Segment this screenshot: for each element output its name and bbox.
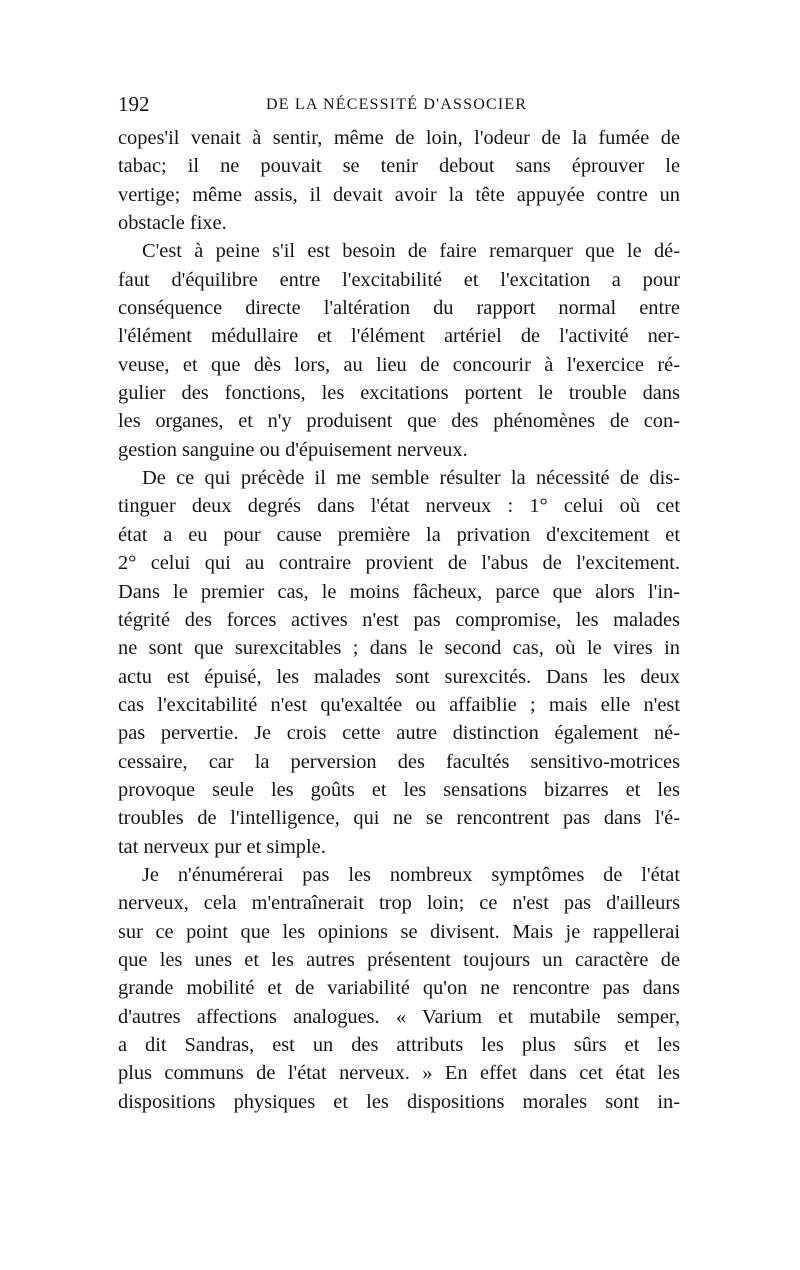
text-line: De ce qui précède il me semble résulter la nécessité de dis- [142, 467, 680, 490]
text-line: cessaire, car la perversion des facultés sensitivo-motrices [118, 750, 680, 773]
text-line: obstacle fixe. [118, 212, 227, 235]
running-title: DE LA NÉCESSITÉ D'ASSOCIER [266, 96, 528, 113]
body-text [118, 124, 680, 1116]
text-line: provoque seule les goûts et les sensations bizarres et les [118, 778, 680, 801]
text-line: tégrité des forces actives n'est pas compromise, les malades [118, 608, 680, 631]
text-line: Je n'énumérerai pas les nombreux symptômes de l'état [142, 863, 680, 886]
text-line: conséquence directe l'altération du rapport normal entre [118, 297, 680, 320]
text-line: C'est à peine s'il est besoin de faire remarquer que le dé- [142, 240, 680, 263]
text-line: tat nerveux pur et simple. [118, 835, 326, 858]
text-line: vertige; même assis, il devait avoir la tête appuyée contre un [118, 183, 680, 206]
text-line: cas l'excitabilité n'est qu'exaltée ou affaiblie ; mais elle n'est [118, 693, 680, 716]
text-line: dispositions physiques et les dispositions morales sont in- [118, 1090, 680, 1113]
text-line: copes'il venait à sentir, même de loin, l'odeur de la fumée de [118, 127, 680, 149]
text-line: veuse, et que dès lors, au lieu de concourir à l'exercice ré- [118, 353, 680, 376]
text-line: troubles de l'intelligence, qui ne se rencontrent pas dans l'é- [118, 807, 680, 830]
text-line: plus communs de l'état nerveux. » En effet dans cet état les [118, 1062, 680, 1085]
text-line: sur ce point que les opinions se divisent. Mais je rappellerai [118, 920, 680, 943]
text-line: gestion sanguine ou d'épuisement nerveux. [118, 438, 468, 461]
text-line: ne sont que surexcitables ; dans le second cas, où le vires in [118, 637, 680, 660]
text-line: a dit Sandras, est un des attributs les plus sûrs et les [118, 1034, 680, 1056]
text-line: l'élément médullaire et l'élément artériel de l'activité ner- [118, 325, 680, 348]
text-line: grande mobilité et de variabilité qu'on ne rencontre pas dans [118, 977, 680, 1000]
text-line: tabac; il ne pouvait se tenir debout sans éprouver le [118, 155, 680, 178]
text-line: tinguer deux degrés dans l'état nerveux : 1° celui où cet [118, 495, 680, 518]
text-line: les organes, et n'y produisent que des phénomènes de con- [118, 410, 680, 433]
page-header [118, 92, 680, 118]
text-line: nerveux, cela m'entraînerait trop loin; ce n'est pas d'ailleurs [118, 892, 680, 915]
text-line: pas pervertie. Je crois cette autre distinction également né- [118, 722, 680, 745]
text-line: faut d'équilibre entre l'excitabilité et l'excitation a pour [118, 268, 680, 291]
text-line: Dans le premier cas, le moins fâcheux, parce que alors l'in- [118, 580, 680, 603]
text-line: gulier des fonctions, les excitations portent le trouble dans [118, 382, 680, 405]
text-line: que les unes et les autres présentent toujours un caractère de [118, 948, 680, 971]
text-line: d'autres affections analogues. « Varium et mutabile semper, [118, 1005, 680, 1028]
text-line: actu est épuisé, les malades sont surexcités. Dans les deux [118, 665, 680, 688]
text-line: état a eu pour cause première la privation d'excitement et [118, 523, 680, 546]
page-number: 192 [118, 92, 150, 116]
text-line: 2° celui qui au contraire provient de l'abus de l'excitement. [118, 552, 680, 575]
